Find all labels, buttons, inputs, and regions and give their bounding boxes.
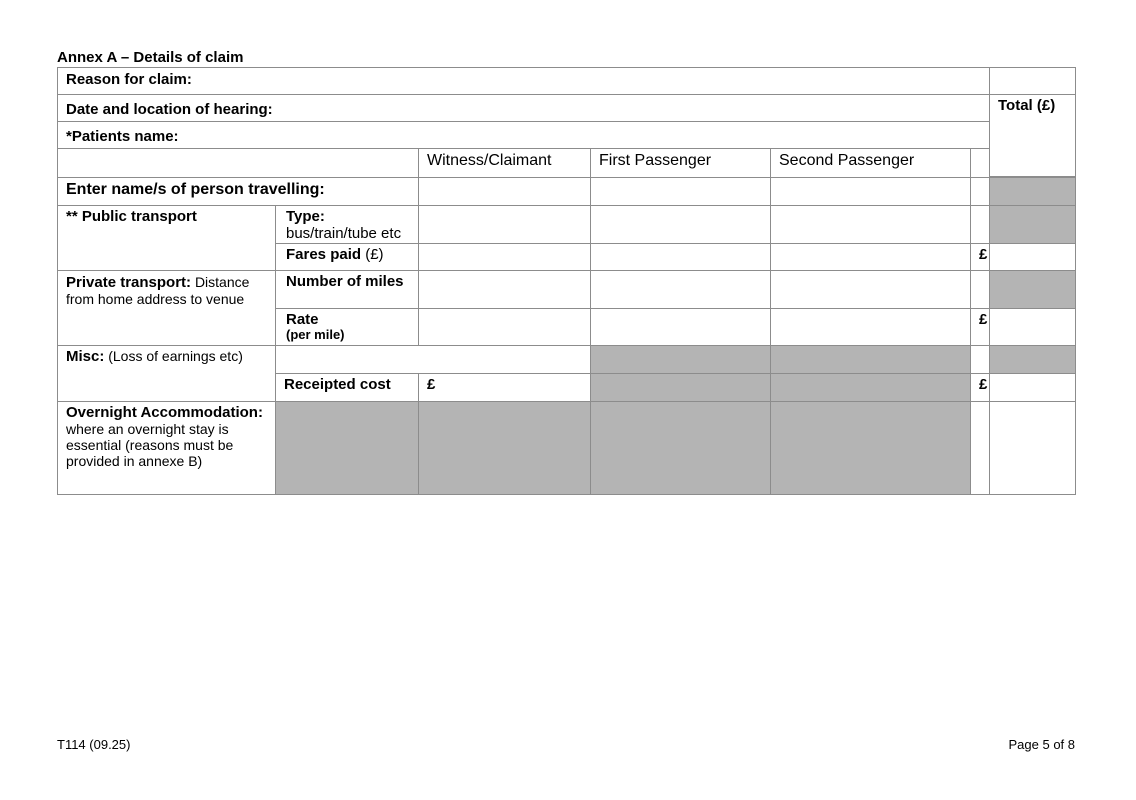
miles-total-shaded — [989, 270, 1076, 309]
column-header-blank — [57, 148, 419, 178]
witness-fares-input[interactable] — [418, 243, 591, 271]
receipted-cost-label: Receipted cost — [275, 373, 419, 402]
private-transport-description: Distance from home address to venue — [66, 274, 250, 307]
names-total-shaded — [989, 177, 1076, 206]
fares-paid-label-cell — [275, 243, 419, 271]
type-label: Type: — [286, 208, 325, 225]
first-passenger-miles-input[interactable] — [590, 270, 771, 309]
patients-name-field[interactable] — [57, 121, 990, 149]
overnight-narrow — [970, 401, 990, 495]
form-code: T114 (09.25) — [57, 737, 131, 752]
rate-label-cell — [275, 308, 419, 346]
misc-description: (Loss of earnings etc) — [108, 348, 243, 364]
total-header — [989, 94, 1076, 177]
misc-second-passenger-shaded — [770, 345, 971, 374]
second-passenger-fares-input[interactable] — [770, 243, 971, 271]
misc-description-input[interactable] — [275, 345, 591, 374]
overnight-label: Overnight Accommodation: — [66, 404, 263, 421]
public-transport-type-cell — [275, 205, 419, 244]
misc-label: Misc: — [66, 348, 105, 365]
fares-paid-unit: (£) — [365, 246, 384, 263]
fares-currency-symbol: £ — [970, 243, 990, 271]
overnight-shaded-1 — [275, 401, 419, 495]
receipted-currency-symbol: £ — [427, 376, 436, 393]
receipted-cost-input[interactable] — [418, 373, 591, 402]
witness-rate-input[interactable] — [418, 308, 591, 346]
private-transport-label: Private transport: — [66, 274, 192, 291]
overnight-total-input[interactable] — [989, 401, 1076, 495]
total-header-blank — [989, 67, 1076, 95]
misc-total-shaded — [989, 345, 1076, 374]
date-location-label: Date and location of hearing: — [66, 101, 273, 118]
type-hint: bus/train/tube etc — [286, 225, 402, 242]
page-number: Page 5 of 8 — [1008, 737, 1075, 752]
rate-currency-symbol: £ — [970, 308, 990, 346]
reason-label: Reason for claim: — [66, 71, 192, 88]
fares-paid-label: Fares paid — [286, 246, 362, 263]
second-passenger-column-header: Second Passenger — [770, 148, 971, 178]
receipted-second-passenger-shaded — [770, 373, 971, 402]
names-row-label: Enter name/s of person travelling: — [57, 177, 419, 206]
misc-cell — [57, 345, 276, 402]
miles-narrow — [970, 270, 990, 309]
first-passenger-transport-type-input[interactable] — [590, 205, 771, 244]
first-passenger-column-header: First Passenger — [590, 148, 771, 178]
first-passenger-fares-input[interactable] — [590, 243, 771, 271]
first-passenger-name-input[interactable] — [590, 177, 771, 206]
misc-first-passenger-shaded — [590, 345, 771, 374]
second-passenger-name-input[interactable] — [770, 177, 971, 206]
second-passenger-transport-type-input[interactable] — [770, 205, 971, 244]
first-passenger-rate-input[interactable] — [590, 308, 771, 346]
receipted-total-currency-symbol: £ — [970, 373, 990, 402]
annex-heading: Annex A – Details of claim — [57, 49, 244, 66]
second-passenger-miles-input[interactable] — [770, 270, 971, 309]
misc-narrow — [970, 345, 990, 374]
receipted-first-passenger-shaded — [590, 373, 771, 402]
date-location-field[interactable] — [57, 94, 990, 122]
reason-for-claim-field[interactable] — [57, 67, 990, 95]
rate-total-input[interactable] — [989, 308, 1076, 346]
fares-total-input[interactable] — [989, 243, 1076, 271]
rate-hint: (per mile) — [286, 327, 345, 342]
patients-name-label: *Patients name: — [66, 128, 179, 145]
private-transport-cell — [57, 270, 276, 346]
second-passenger-rate-input[interactable] — [770, 308, 971, 346]
overnight-accommodation-cell — [57, 401, 276, 495]
overnight-shaded-3 — [590, 401, 771, 495]
public-transport-label: ** Public transport — [57, 205, 276, 271]
witness-column-header: Witness/Claimant — [418, 148, 591, 178]
receipted-total-input[interactable] — [989, 373, 1076, 402]
witness-name-input[interactable] — [418, 177, 591, 206]
number-of-miles-label: Number of miles — [275, 270, 419, 309]
transport-type-total-shaded — [989, 205, 1076, 244]
overnight-description: where an overnight stay is essential (reasons must be provided in annexe B) — [66, 421, 234, 469]
rate-label: Rate — [286, 311, 319, 328]
transport-type-narrow — [970, 205, 990, 244]
overnight-shaded-2 — [418, 401, 591, 495]
names-row-narrow — [970, 177, 990, 206]
witness-transport-type-input[interactable] — [418, 205, 591, 244]
witness-miles-input[interactable] — [418, 270, 591, 309]
overnight-shaded-4 — [770, 401, 971, 495]
total-label: Total (£) — [998, 97, 1056, 114]
column-header-narrow — [970, 148, 990, 178]
